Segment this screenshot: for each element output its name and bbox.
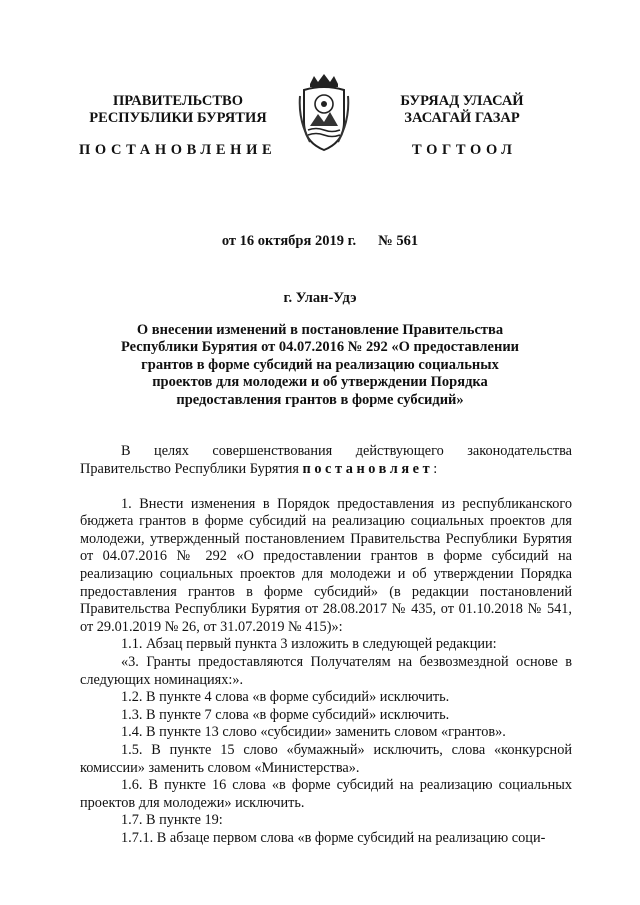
header-right-line1: БУРЯАД УЛАСАЙ: [400, 93, 524, 109]
document-type-bua: ТОГТООЛ: [412, 142, 517, 158]
paragraph-item-1-7: 1.7. В пункте 19:: [121, 812, 223, 829]
document-date: от 16 октября 2019 г.: [221, 233, 357, 249]
document-body: [80, 443, 572, 848]
paragraph-item-1-3: 1.3. В пункте 7 слова «в форме субсидий» исключить.: [121, 706, 450, 723]
paragraph-item-1-7-1: 1.7.1. В абзаце первом слова «в форме субсидий на реализацию соци-: [121, 829, 546, 846]
preamble-text: В целях совершенствования действующего законодательства Правительство Республики Бурятия: [80, 443, 572, 477]
document-subject: [0, 322, 640, 409]
preamble: [80, 443, 572, 478]
header-right: [372, 93, 552, 127]
preamble-keyword: постановляет: [302, 460, 434, 477]
paragraph-item-1-6: 1.6. В пункте 16 слова «в форме субсидий на реализацию социальных проектов для молодежи» исключить.: [80, 777, 572, 811]
preamble-end: :: [433, 460, 438, 477]
header-left-line2: РЕСПУБЛИКИ БУРЯТИЯ: [89, 110, 267, 126]
city: г. Улан-Удэ: [283, 290, 357, 306]
subject-line: проектов для молодежи и об утверждении Порядка: [152, 374, 488, 391]
paragraph-item-1-2: 1.2. В пункте 4 слова «в форме субсидий» исключить.: [121, 689, 450, 706]
document-number: № 561: [378, 233, 419, 249]
header-left: [88, 93, 268, 127]
paragraph-item-1-1-quote: «3. Гранты предоставляются Получателям на безвозмездной основе в следующих номинациях:».: [80, 654, 572, 688]
document-type-ru: ПОСТАНОВЛЕНИЕ: [79, 142, 277, 158]
subject-line: предоставления грантов в форме субсидий»: [176, 391, 464, 408]
subject-line: грантов в форме субсидий на реализацию социальных: [141, 356, 499, 373]
subject-line: О внесении изменений в постановление Правительства: [136, 322, 504, 338]
date-line: [0, 233, 640, 250]
header-left-line1: ПРАВИТЕЛЬСТВО: [113, 93, 243, 109]
paragraph-item-1: 1. Внести изменения в Порядок предоставления из республиканского бюджета грантов в форме субсидий на реализацию социальных проектов для молодежи, утвержденный постановлением Правительства Республики Бурятия от 04.07.2016 № 292 «О предоставлении грантов в форме субсидий на реализацию социальных проектов для молодежи и об утверждении Порядка предоставления грантов в форме субсидий» (в редакции постановлений Правительства Республики Бурятия от 28.08.2017 № 435, от 01.10.2018 № 541, от 29.01.2019 № 26, от 31.07.2019 № 415)»:: [80, 495, 572, 635]
header-right-line2: ЗАСАГАЙ ГАЗАР: [404, 110, 520, 126]
paragraph-item-1-4: 1.4. В пункте 13 слово «субсидии» заменить словом «грантов».: [121, 724, 506, 741]
subject-line: Республики Бурятия от 04.07.2016 № 292 «О предоставлении: [120, 339, 520, 356]
buryatia-coat-of-arms-icon: [296, 72, 352, 154]
paragraph-item-1-5: 1.5. В пункте 15 слово «бумажный» исключить, слова «конкурсной комиссии» заменить словом «Министерства».: [80, 742, 572, 776]
paragraph-item-1-1: 1.1. Абзац первый пункта 3 изложить в следующей редакции:: [121, 636, 497, 653]
